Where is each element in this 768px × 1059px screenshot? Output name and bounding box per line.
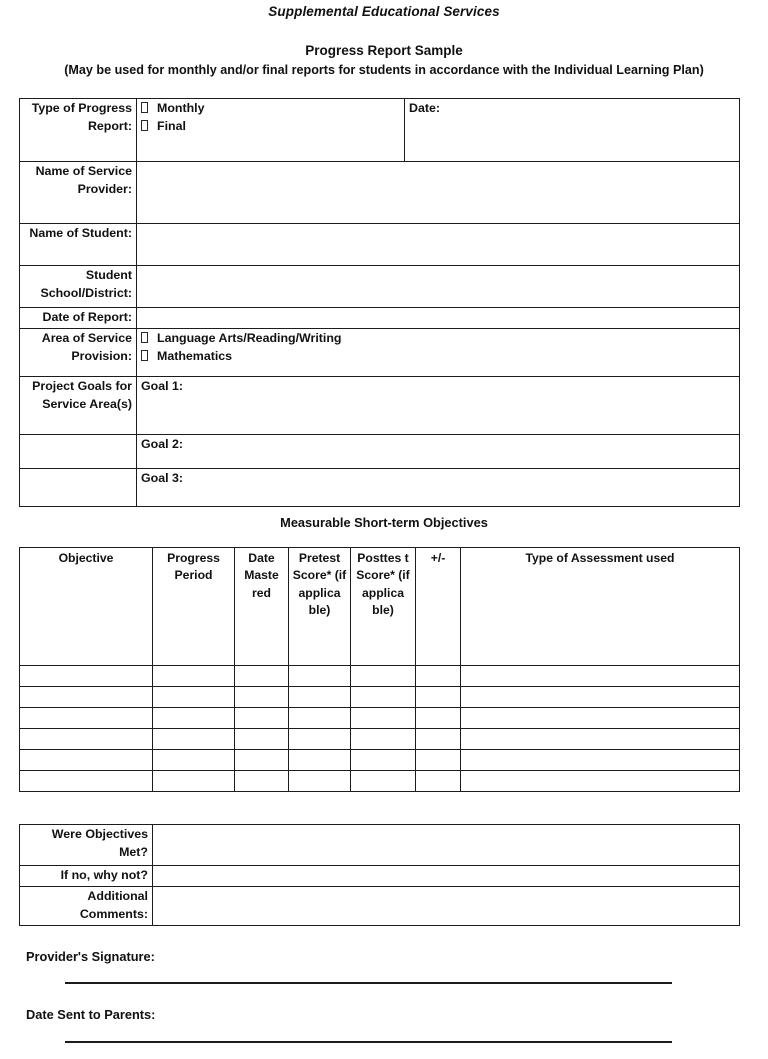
cell-date-mastered[interactable]: [235, 729, 289, 750]
checkbox-label: Final: [157, 118, 186, 133]
checkbox-option-monthly[interactable]: [141, 100, 400, 118]
cell-posttest-score[interactable]: [351, 708, 416, 729]
outcomes-table: [19, 824, 740, 926]
table-row: [20, 771, 740, 792]
table-row: [20, 162, 740, 224]
cell-objective[interactable]: [20, 708, 153, 729]
date-label: Date:: [409, 101, 440, 115]
cell-progress-period[interactable]: [153, 687, 235, 708]
cell-posttest-score[interactable]: [351, 687, 416, 708]
checkbox-option-final[interactable]: [141, 118, 400, 136]
cell-plus-minus[interactable]: [416, 771, 461, 792]
student-name-value[interactable]: [137, 224, 740, 266]
table-row: [20, 687, 740, 708]
cell-plus-minus[interactable]: [416, 750, 461, 771]
page-title: Progress Report Sample: [305, 43, 463, 58]
cell-posttest-score[interactable]: [351, 729, 416, 750]
column-header-date-mastered: Date Maste red: [235, 548, 289, 666]
cell-type-of-assessment[interactable]: [461, 771, 740, 792]
cell-date-mastered[interactable]: [235, 771, 289, 792]
date-sent-to-parents-label: Date Sent to Parents:: [26, 1007, 156, 1022]
student-name-label: Name of Student:: [20, 224, 137, 266]
checkbox-icon[interactable]: [141, 332, 148, 343]
area-of-service-label: Area of Service Provision:: [20, 328, 137, 376]
cell-progress-period[interactable]: [153, 771, 235, 792]
cell-type-of-assessment[interactable]: [461, 729, 740, 750]
table-row: [20, 376, 740, 434]
table-row: [20, 825, 740, 866]
cell-pretest-score[interactable]: [289, 666, 351, 687]
checkbox-icon[interactable]: [141, 102, 148, 113]
cell-progress-period[interactable]: [153, 708, 235, 729]
provider-signature-label: Provider's Signature:: [26, 949, 155, 964]
column-header-objective: Objective: [20, 548, 153, 666]
area-of-service-options[interactable]: [137, 328, 740, 376]
project-goals-label: Project Goals for Service Area(s): [20, 376, 137, 434]
date-of-report-label: Date of Report:: [20, 308, 137, 329]
checkbox-label: Language Arts/Reading/Writing: [157, 330, 342, 345]
objectives-section-title: Measurable Short-term Objectives: [280, 515, 488, 530]
date-of-report-value[interactable]: [137, 308, 740, 329]
column-header-pretest-score: Pretest Score* (if applica ble): [289, 548, 351, 666]
cell-date-mastered[interactable]: [235, 666, 289, 687]
cell-date-mastered[interactable]: [235, 708, 289, 729]
cell-type-of-assessment[interactable]: [461, 750, 740, 771]
cell-progress-period[interactable]: [153, 666, 235, 687]
table-row: [20, 99, 740, 162]
checkbox-option-mathematics[interactable]: [141, 348, 735, 366]
objectives-table: [19, 547, 740, 792]
cell-posttest-score[interactable]: [351, 771, 416, 792]
table-row: [20, 328, 740, 376]
cell-progress-period[interactable]: [153, 750, 235, 771]
cell-plus-minus[interactable]: [416, 708, 461, 729]
project-goals-spacer: [20, 434, 137, 468]
table-row: [20, 308, 740, 329]
additional-comments-label: Additional Comments:: [20, 887, 153, 926]
table-row: [20, 866, 740, 887]
service-provider-value[interactable]: [137, 162, 740, 224]
table-row: [20, 887, 740, 926]
cell-pretest-score[interactable]: [289, 750, 351, 771]
goal-1-label: Goal 1:: [141, 378, 183, 393]
checkbox-icon[interactable]: [141, 120, 148, 131]
cell-posttest-score[interactable]: [351, 666, 416, 687]
provider-signature-line[interactable]: [65, 982, 672, 984]
objectives-met-label: Were Objectives Met?: [20, 825, 153, 866]
organization-heading: Supplemental Educational Services: [268, 4, 500, 19]
checkbox-label: Mathematics: [157, 348, 233, 363]
why-not-label: If no, why not?: [20, 866, 153, 887]
date-field-cell[interactable]: [405, 99, 740, 162]
objectives-met-value[interactable]: [153, 825, 740, 866]
date-sent-to-parents-line[interactable]: [65, 1041, 672, 1043]
column-header-plus-minus: +/-: [416, 548, 461, 666]
student-school-label: Student School/District:: [20, 266, 137, 308]
table-header-row: [20, 548, 740, 666]
table-row: [20, 266, 740, 308]
type-of-report-label: Type of Progress Report:: [20, 99, 137, 162]
student-school-value[interactable]: [137, 266, 740, 308]
cell-pretest-score[interactable]: [289, 729, 351, 750]
goal-1-cell[interactable]: [137, 376, 740, 434]
column-header-type-of-assessment: Type of Assessment used: [461, 548, 740, 666]
checkbox-icon[interactable]: [141, 350, 148, 361]
cell-objective[interactable]: [20, 666, 153, 687]
goal-2-label: Goal 2:: [141, 436, 183, 451]
checkbox-label: Monthly: [157, 101, 205, 115]
column-header-progress-period: Progress Period: [153, 548, 235, 666]
table-row: [20, 708, 740, 729]
cell-objective[interactable]: [20, 771, 153, 792]
cell-pretest-score[interactable]: [289, 771, 351, 792]
cell-type-of-assessment[interactable]: [461, 708, 740, 729]
table-row: [20, 729, 740, 750]
page-subtitle: (May be used for monthly and/or final reports for students in accordance with the Individual Learning Plan): [64, 63, 704, 77]
table-row: [20, 666, 740, 687]
cell-posttest-score[interactable]: [351, 750, 416, 771]
checkbox-option-language-arts[interactable]: [141, 330, 735, 348]
cell-pretest-score[interactable]: [289, 708, 351, 729]
type-of-report-options[interactable]: [137, 99, 405, 162]
table-row: [20, 224, 740, 266]
additional-comments-value[interactable]: [153, 887, 740, 926]
cell-date-mastered[interactable]: [235, 750, 289, 771]
why-not-value[interactable]: [153, 866, 740, 887]
report-info-table: [19, 98, 740, 507]
cell-plus-minus[interactable]: [416, 687, 461, 708]
cell-plus-minus[interactable]: [416, 729, 461, 750]
table-row: [20, 750, 740, 771]
cell-pretest-score[interactable]: [289, 687, 351, 708]
service-provider-label: Name of Service Provider:: [20, 162, 137, 224]
cell-type-of-assessment[interactable]: [461, 666, 740, 687]
table-row: [20, 468, 740, 506]
cell-objective[interactable]: [20, 750, 153, 771]
cell-date-mastered[interactable]: [235, 687, 289, 708]
table-row: [20, 434, 740, 468]
cell-objective[interactable]: [20, 729, 153, 750]
cell-objective[interactable]: [20, 687, 153, 708]
cell-plus-minus[interactable]: [416, 666, 461, 687]
goal-2-cell[interactable]: [137, 434, 740, 468]
cell-type-of-assessment[interactable]: [461, 687, 740, 708]
goal-3-label: Goal 3:: [141, 470, 183, 485]
goal-3-cell[interactable]: [137, 468, 740, 506]
cell-progress-period[interactable]: [153, 729, 235, 750]
project-goals-spacer: [20, 468, 137, 506]
column-header-posttest-score: Posttes t Score* (if applica ble): [351, 548, 416, 666]
